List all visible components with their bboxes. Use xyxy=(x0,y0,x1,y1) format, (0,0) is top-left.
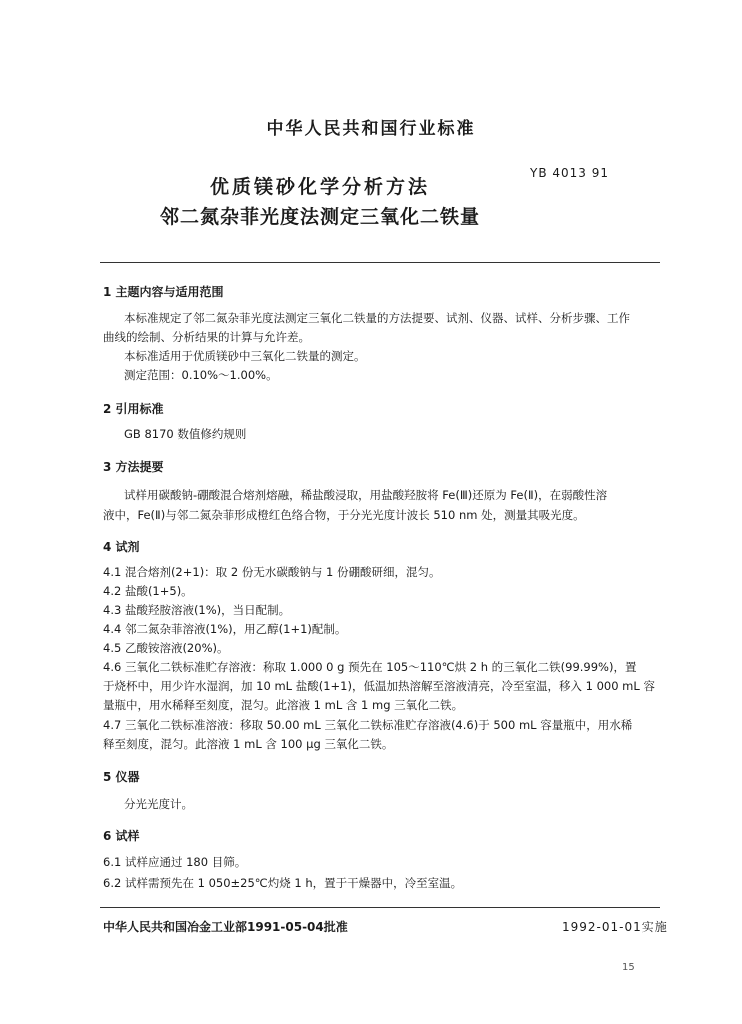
reagent-item: 4.7 三氧化二铁标准溶液：移取 50.00 mL 三氧化二铁标准贮存溶液(4.6)于 500 mL 容量瓶中，用水稀 xyxy=(103,718,633,732)
footer-divider xyxy=(100,907,660,908)
document-sub-title: 邻二氮杂菲光度法测定三氧化二铁量 xyxy=(159,206,480,228)
reagent-item: 4.5 乙酸铵溶液(20%)。 xyxy=(103,641,229,655)
sample-item: 6.2 试样需预先在 1 050±25℃灼烧 1 h，置于干燥器中，冷至室温。 xyxy=(103,876,463,890)
section-5-heading: 5 仪器 xyxy=(103,770,140,784)
reagent-item: 4.1 混合熔剂(2+1)：取 2 份无水碳酸钠与 1 份硼酸研细，混匀。 xyxy=(103,565,441,579)
instrument-item: 分光光度计。 xyxy=(124,797,193,811)
standard-category-title: 中华人民共和国行业标准 xyxy=(266,119,476,139)
section-1-scope: 本标准适用于优质镁砂中三氧化二铁量的测定。 xyxy=(124,349,366,363)
section-2-heading: 2 引用标准 xyxy=(103,402,164,416)
reagent-item-continued: 释至刻度，混匀。此溶液 1 mL 含 100 μg 三氧化二铁。 xyxy=(103,737,394,751)
reagent-item: 4.2 盐酸(1+5)。 xyxy=(103,584,193,598)
reagent-item: 4.6 三氧化二铁标准贮存溶液：称取 1.000 0 g 预先在 105～110℃烘 2 h 的三氧化二铁(99.99%)，置 xyxy=(103,660,637,674)
section-3-paragraph: 试样用碳酸钠-硼酸混合熔剂熔融，稀盐酸浸取，用盐酸羟胺将 Fe(Ⅲ)还原为 Fe(Ⅱ)，在弱酸性溶 xyxy=(124,488,608,502)
approval-line: 中华人民共和国冶金工业部1991-05-04批准 xyxy=(103,920,348,934)
section-1-paragraph: 曲线的绘制、分析结果的计算与允许差。 xyxy=(103,330,310,344)
page-number: 15 xyxy=(622,962,635,973)
section-1-paragraph: 本标准规定了邻二氮杂菲光度法测定三氧化二铁量的方法提要、试剂、仪器、试样、分析步骤、工作 xyxy=(124,311,630,325)
implementation-date: 1992-01-01实施 xyxy=(562,920,668,934)
standard-number: YB 4013 91 xyxy=(530,166,609,180)
section-6-heading: 6 试样 xyxy=(103,829,140,843)
sample-item: 6.1 试样应通过 180 目筛。 xyxy=(103,855,247,869)
reagent-item-continued: 于烧杯中，用少许水湿润，加 10 mL 盐酸(1+1)，低温加热溶解至溶液清亮，冷至室温，移入 1 000 mL 容 xyxy=(103,679,655,693)
section-4-heading: 4 试剂 xyxy=(103,540,140,554)
section-1-range: 测定范围：0.10%～1.00%。 xyxy=(124,368,278,382)
reagent-item: 4.3 盐酸羟胺溶液(1%)，当日配制。 xyxy=(103,603,291,617)
section-3-paragraph: 液中，Fe(Ⅱ)与邻二氮杂菲形成橙红色络合物，于分光光度计波长 510 nm 处，测量其吸光度。 xyxy=(103,508,585,522)
reagent-item-continued: 量瓶中，用水稀释至刻度，混匀。此溶液 1 mL 含 1 mg 三氧化二铁。 xyxy=(103,698,464,712)
section-3-heading: 3 方法提要 xyxy=(103,460,164,474)
document-main-title: 优质镁砂化学分析方法 xyxy=(209,176,430,198)
reagent-item: 4.4 邻二氮杂菲溶液(1%)，用乙醇(1+1)配制。 xyxy=(103,622,347,636)
section-2-reference: GB 8170 数值修约规则 xyxy=(124,427,247,441)
title-divider xyxy=(100,262,660,263)
section-1-heading: 1 主题内容与适用范围 xyxy=(103,285,224,299)
